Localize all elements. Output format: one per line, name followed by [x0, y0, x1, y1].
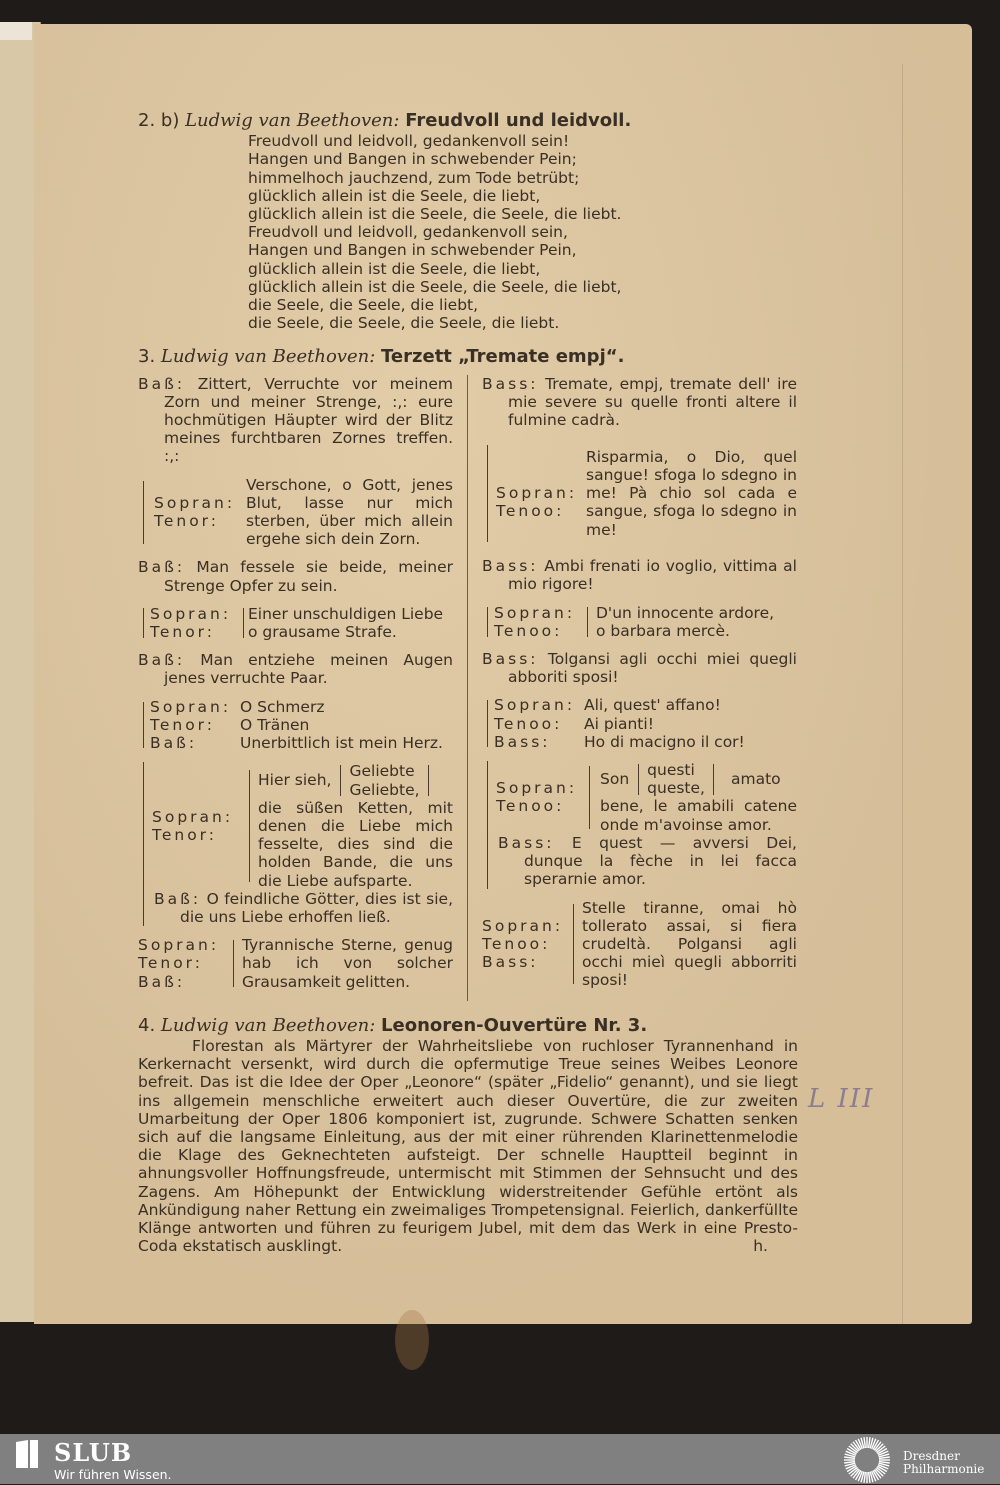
trio-line: [494, 715, 797, 733]
speaker-label: Sopran:: [154, 493, 236, 512]
brace-right: [238, 606, 248, 640]
dresdner-philharmonie-logo-text[interactable]: [903, 1450, 984, 1476]
back-sheet-corner: [0, 22, 32, 40]
speaker-label: Bass:: [482, 557, 539, 576]
brace-right: [228, 937, 238, 989]
speaker-label: Sopran:: [496, 779, 578, 798]
alternate-word: questi: [647, 761, 695, 780]
bass-verse: [138, 558, 453, 594]
trio-verse: [482, 696, 797, 751]
verse-text: Tremate, empj, tremate dell' ire mie severe su quelle fronti altere il fulmine cadrà.: [508, 374, 797, 430]
verse-text: Unerbittlich ist mein Herz.: [240, 734, 443, 753]
work-title: Leonoren-Ouvertüre Nr. 3.: [381, 1014, 648, 1036]
duet-verse: [138, 476, 453, 549]
brace-right: [424, 764, 434, 798]
poem-line: Hangen und Bangen in schwebender Pein,: [248, 241, 577, 260]
speaker-label: Tenoo:: [494, 621, 563, 640]
work-title: Freudvoll und leidvoll.: [405, 110, 632, 131]
speaker-group: [138, 936, 228, 991]
poem-line: glücklich allein ist die Seele, die liebt,: [248, 186, 541, 205]
bass-verse: [482, 557, 797, 593]
author-signature: h.: [753, 1237, 768, 1256]
poem-line: die Seele, die Seele, die liebt,: [248, 296, 479, 315]
speaker-group: [148, 494, 246, 530]
trio-line: [150, 716, 453, 734]
verse-fragment: Son: [600, 770, 630, 789]
poem-text: [248, 132, 798, 332]
speaker-label: Tenoo:: [482, 934, 551, 953]
composer-name: Ludwig van Beethoven:: [160, 346, 376, 368]
alternate-word: Geliebte,: [349, 780, 420, 799]
logo-ray: [844, 1457, 855, 1458]
verse-text: die süßen Ketten, mit denen die Liebe mich fesselte, dies sind die holden Bande, die uns die Liebe aufsparte.: [258, 798, 453, 890]
bilingual-columns: [138, 375, 798, 1001]
alternate-word: queste,: [647, 779, 705, 798]
speaker-label: Baß:: [138, 651, 186, 670]
verse-text: O feindliche Götter, dies ist sie, die uns Liebe erhoffen ließ.: [180, 889, 453, 926]
verse-text: Ambi frenati io voglio, vittima al mio rigore!: [508, 557, 797, 594]
verse-fragment: Hier sieh,: [258, 771, 332, 790]
trio-lines: [148, 698, 453, 753]
logo-ray: [879, 1462, 890, 1463]
speaker-label: Bass:: [498, 833, 555, 852]
brace-left: [138, 606, 148, 640]
verse-text: O Tränen: [240, 715, 310, 734]
bass-part: [150, 890, 453, 926]
brace-right: [582, 605, 592, 639]
duet-part: [148, 762, 453, 889]
verse-line: o grausame Strafe.: [248, 623, 397, 642]
verse-text: Verschone, o Gott, jenes Blut, lasse nur mich sterben, über mich allein ergehe sich dein Zorn.: [246, 475, 453, 549]
german-column: [138, 375, 467, 1001]
verse-text: Zittert, Verruchte vor meinem Zorn und meiner Strenge, :,: eure hochmütigen Häupter wird der Blitz meines furchtbaren Zornes treffen. :,:: [164, 374, 453, 466]
verse-text: [254, 762, 453, 889]
verse-text: Risparmia, o Dio, quel sangue! sfoga lo sdegno in me! Pà chio sol cada e sangue, sfoga lo sdegno in me!: [586, 447, 797, 539]
speaker-group: [492, 604, 582, 640]
pencil-annotation: L III: [808, 1084, 875, 1114]
verse-text: Man fessele sie beide, meiner Strenge Opfer zu sein.: [164, 558, 453, 595]
bass-verse: [482, 375, 797, 430]
verse-fragment: amato: [730, 770, 781, 789]
program-note-paragraph: Florestan als Märtyrer der Wahrheitsliebe von ruchloser Tyrannenhand in Kerkernacht versenkt, wird durch die opfermutige Treue seines Weibes Leonore befreit. Das ist die Idee der Oper „Leonore“ (später „Fidelio“ genannt), und sie liegt ins allgemein menschliche erweitert auch dieser Ouvertüre, die zur zweiten Umarbeitung der Oper 1806 komponiert ist, zugrunde. Schwere Schatten senken sich auf die langsame Einleitung, aus der mit einer rührenden Klarinettenmelodie die Klage des Geknechteten aufsteigt. Der schnelle Hauptteil beginnt in ahnungsvoller Hoffnungsfreude, untermischt mit Stimmen der Sehnsucht und des Zagens. Am Höhepunkt der Entwicklung widerstreitender Gefühle ertönt als Ankündigung naher Rettung ein zweimaliges Trompetensignal. Feierlich, dankerfüllte Klänge antworten und führen zu feurigem Jubel, mit dem das Werk in eine Presto-Coda ekstatisch ausklingt.: [138, 1036, 798, 1256]
poem-line: die Seele, die Seele, die Seele, die liebt.: [248, 314, 560, 333]
composer-name: Ludwig van Beethoven:: [185, 110, 400, 131]
section-3: [138, 348, 798, 1000]
brace-left: [138, 477, 148, 547]
logo-ray: [864, 1437, 865, 1448]
section-4: [138, 1014, 798, 1256]
verse-text: Tyrannische Sterne, genug hab ich von solcher Grausamkeit gelitten.: [242, 936, 453, 991]
speaker-label: Tenoo:: [494, 714, 563, 733]
slub-book-icon: [14, 1438, 40, 1470]
alternates-line: [600, 761, 797, 797]
speaker-label: Sopran:: [494, 696, 576, 715]
speaker-group: [492, 466, 586, 520]
bass-verse: [138, 651, 453, 687]
poem-line: himmelhoch jauchzend, zum Tode betrübt;: [248, 168, 580, 187]
poem-line: Hangen und Bangen in schwebender Pein;: [248, 150, 577, 169]
trio-final-verse: [482, 899, 797, 990]
section-2b: [138, 112, 798, 332]
speaker-label: Sopran:: [138, 936, 220, 955]
speaker-label: Tenor:: [138, 954, 203, 973]
verse-text: Stelle tiranne, omai hò tollerato assai, si fiera crudeltà. Polgansi agli occhi mieì quegli abborriti sposi!: [582, 898, 797, 990]
speaker-label: Tenor:: [152, 826, 217, 844]
poem-line: Freudvoll und leidvoll, gedankenvoll sein,: [248, 223, 568, 242]
speaker-label: Sopran:: [152, 807, 234, 826]
speaker-group: [148, 605, 238, 641]
verse-text: E quest — avversi Dei, dunque la fèche in lei facca sperarnie amor.: [524, 833, 797, 889]
document-content: [138, 112, 798, 1256]
ensemble-body: [148, 762, 453, 926]
work-title: Terzett „Tremate empj“.: [381, 346, 625, 368]
speaker-label: Baß:: [138, 374, 186, 393]
speaker-label: Tenor:: [154, 512, 219, 531]
logo-line: Philharmonie: [903, 1462, 985, 1476]
ensemble-verse: [138, 762, 453, 926]
logo-ray: [869, 1437, 870, 1448]
speaker-label: Baß:: [154, 889, 202, 908]
speaker-label: Baß:: [150, 734, 198, 753]
bass-part: [494, 834, 797, 889]
verse-text: [594, 761, 797, 834]
composer-name: Ludwig van Beethoven:: [160, 1014, 376, 1036]
brace-left: [482, 605, 492, 639]
verse-line: Einer unschuldigen Liebe: [248, 604, 444, 623]
speaker-label: Sopran:: [494, 603, 576, 622]
speaker-label: Bass:: [494, 732, 551, 751]
speaker-label: Sopran:: [150, 604, 232, 623]
verse-text: [248, 605, 453, 641]
speaker-label: Baß:: [138, 558, 186, 577]
ensemble-verse: [482, 761, 797, 888]
italian-column: [467, 375, 797, 1001]
speaker-label: Sopran:: [150, 697, 232, 716]
brace-left: [482, 439, 492, 547]
logo-line: Dresdner: [903, 1449, 960, 1463]
speaker-label: Tenor:: [150, 715, 215, 734]
brace-left: [138, 762, 148, 926]
logo-ray: [864, 1472, 865, 1483]
page-fold-line: [902, 64, 903, 1324]
verse-text: O Schmerz: [240, 697, 325, 716]
trio-line: [150, 698, 453, 716]
verse-text: Tolgansi agli occhi miei quegli abboriti sposi!: [508, 650, 797, 687]
brace-left: [335, 764, 345, 798]
paper-stain: [395, 1310, 429, 1370]
speaker-label: Bass:: [482, 650, 539, 669]
brace-right: [584, 762, 594, 832]
verse-text: bene, le amabili catene onde m'avoinse amor.: [600, 797, 797, 834]
slub-logo-text[interactable]: SLUB: [54, 1438, 133, 1467]
poem-line: Freudvoll und leidvoll, gedankenvoll sein!: [248, 132, 570, 151]
dresdner-philharmonie-logo-icon: [842, 1435, 892, 1485]
alternate-word: Geliebte: [349, 762, 415, 781]
speaker-label: Tenoo:: [496, 502, 565, 521]
ensemble-body: [492, 761, 797, 888]
section-number: 3.: [138, 346, 156, 368]
speaker-label: Tenor:: [150, 623, 215, 642]
speaker-label: Tenoo:: [496, 797, 565, 816]
speaker-label: Baß:: [138, 972, 186, 991]
duet-verse: [138, 605, 453, 641]
alternates: [647, 761, 705, 797]
bass-verse: [482, 650, 797, 686]
trio-line: [494, 733, 797, 751]
brace-right: [709, 762, 719, 796]
logo-ray: [869, 1472, 870, 1483]
trio-line: [494, 696, 797, 714]
verse-text: Ali, quest' affano!: [584, 696, 721, 715]
speaker-group: [148, 808, 244, 844]
verse-line: D'un innocente ardore,: [596, 603, 775, 622]
poem-line: glücklich allein ist die Seele, die Seele, die liebt.: [248, 205, 622, 224]
trio-final-verse: [138, 936, 453, 991]
brace-left: [138, 699, 148, 751]
section-heading: [138, 348, 798, 366]
duet-part: [492, 761, 797, 834]
trio-lines: [492, 696, 797, 751]
verse-text: Ai pianti!: [584, 714, 654, 733]
section-heading: [138, 1014, 798, 1036]
alternates: [349, 762, 419, 798]
poem-line: glücklich allein ist die Seele, die liebt,: [248, 259, 541, 278]
verse-line: o barbara mercè.: [596, 621, 730, 640]
trio-verse: [138, 698, 453, 753]
bass-verse: [138, 375, 453, 466]
alternates-line: [258, 762, 453, 798]
logo-ray: [879, 1457, 890, 1458]
logo-ray: [844, 1462, 855, 1463]
brace-right: [568, 900, 578, 988]
speaker-label: Sopran:: [482, 916, 564, 935]
section-heading: [138, 112, 798, 130]
section-number: 4.: [138, 1014, 156, 1036]
duet-verse: [482, 439, 797, 547]
speaker-group: [492, 779, 584, 815]
verse-text: Man entziehe meinen Augen jenes verruchte Paar.: [164, 651, 453, 688]
trio-line: [150, 734, 453, 752]
speaker-label: Bass:: [482, 953, 539, 972]
speaker-label: Bass:: [482, 374, 539, 393]
speaker-group: [482, 917, 568, 972]
verse-text: Ho di macigno il cor!: [584, 732, 745, 751]
speaker-label: Sopran:: [496, 484, 578, 503]
verse-text: [592, 604, 797, 640]
section-number: 2. b): [138, 110, 180, 131]
brace-right: [244, 764, 254, 889]
brace-left: [482, 761, 492, 888]
brace-left: [633, 762, 643, 796]
brace-left: [482, 698, 492, 750]
slub-tagline: Wir führen Wissen.: [54, 1467, 172, 1482]
duet-verse: [482, 604, 797, 640]
poem-line: glücklich allein ist die Seele, die Seele, die liebt,: [248, 277, 622, 296]
